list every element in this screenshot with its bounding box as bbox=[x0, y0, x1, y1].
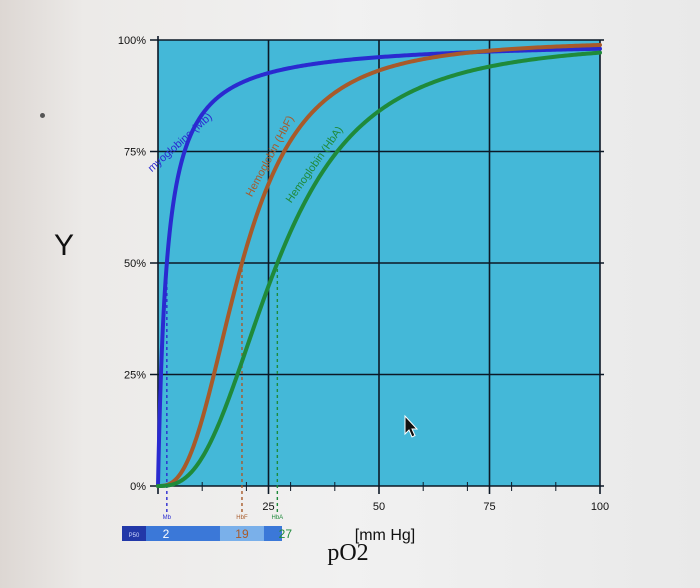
x-tick-label: 100 bbox=[590, 501, 610, 513]
p50-value: 19 bbox=[235, 527, 249, 541]
p50-prefix: P50 bbox=[128, 533, 140, 539]
x-unit-label: [mm Hg] bbox=[354, 527, 416, 544]
p50-marker-label: HbA bbox=[271, 515, 284, 521]
y-tick-label: 25% bbox=[123, 369, 146, 382]
y-tick-label: 0% bbox=[130, 481, 146, 493]
y-axis-label: Y bbox=[53, 229, 75, 262]
x-tick-label: 25 bbox=[262, 501, 275, 513]
y-tick-label: 50% bbox=[123, 258, 146, 270]
x-axis-label: pO2 bbox=[327, 540, 369, 566]
p50-value: 27 bbox=[278, 527, 293, 541]
y-tick-label: 100% bbox=[117, 35, 146, 47]
y-tick-label: 75% bbox=[123, 146, 146, 159]
series-label-mb: myoglobine (Mb) bbox=[145, 110, 215, 175]
p50-marker-label: HbF bbox=[236, 515, 248, 521]
p50-value: 2 bbox=[162, 527, 170, 541]
series-label-hbf: Hemoglobin (HbF) bbox=[243, 113, 297, 199]
x-tick-label: 75 bbox=[483, 501, 496, 513]
p50-marker-label: Mb bbox=[162, 515, 172, 521]
x-tick-label: 50 bbox=[372, 501, 386, 513]
series-label-hba: Hemoglobin (HbA) bbox=[283, 124, 346, 206]
